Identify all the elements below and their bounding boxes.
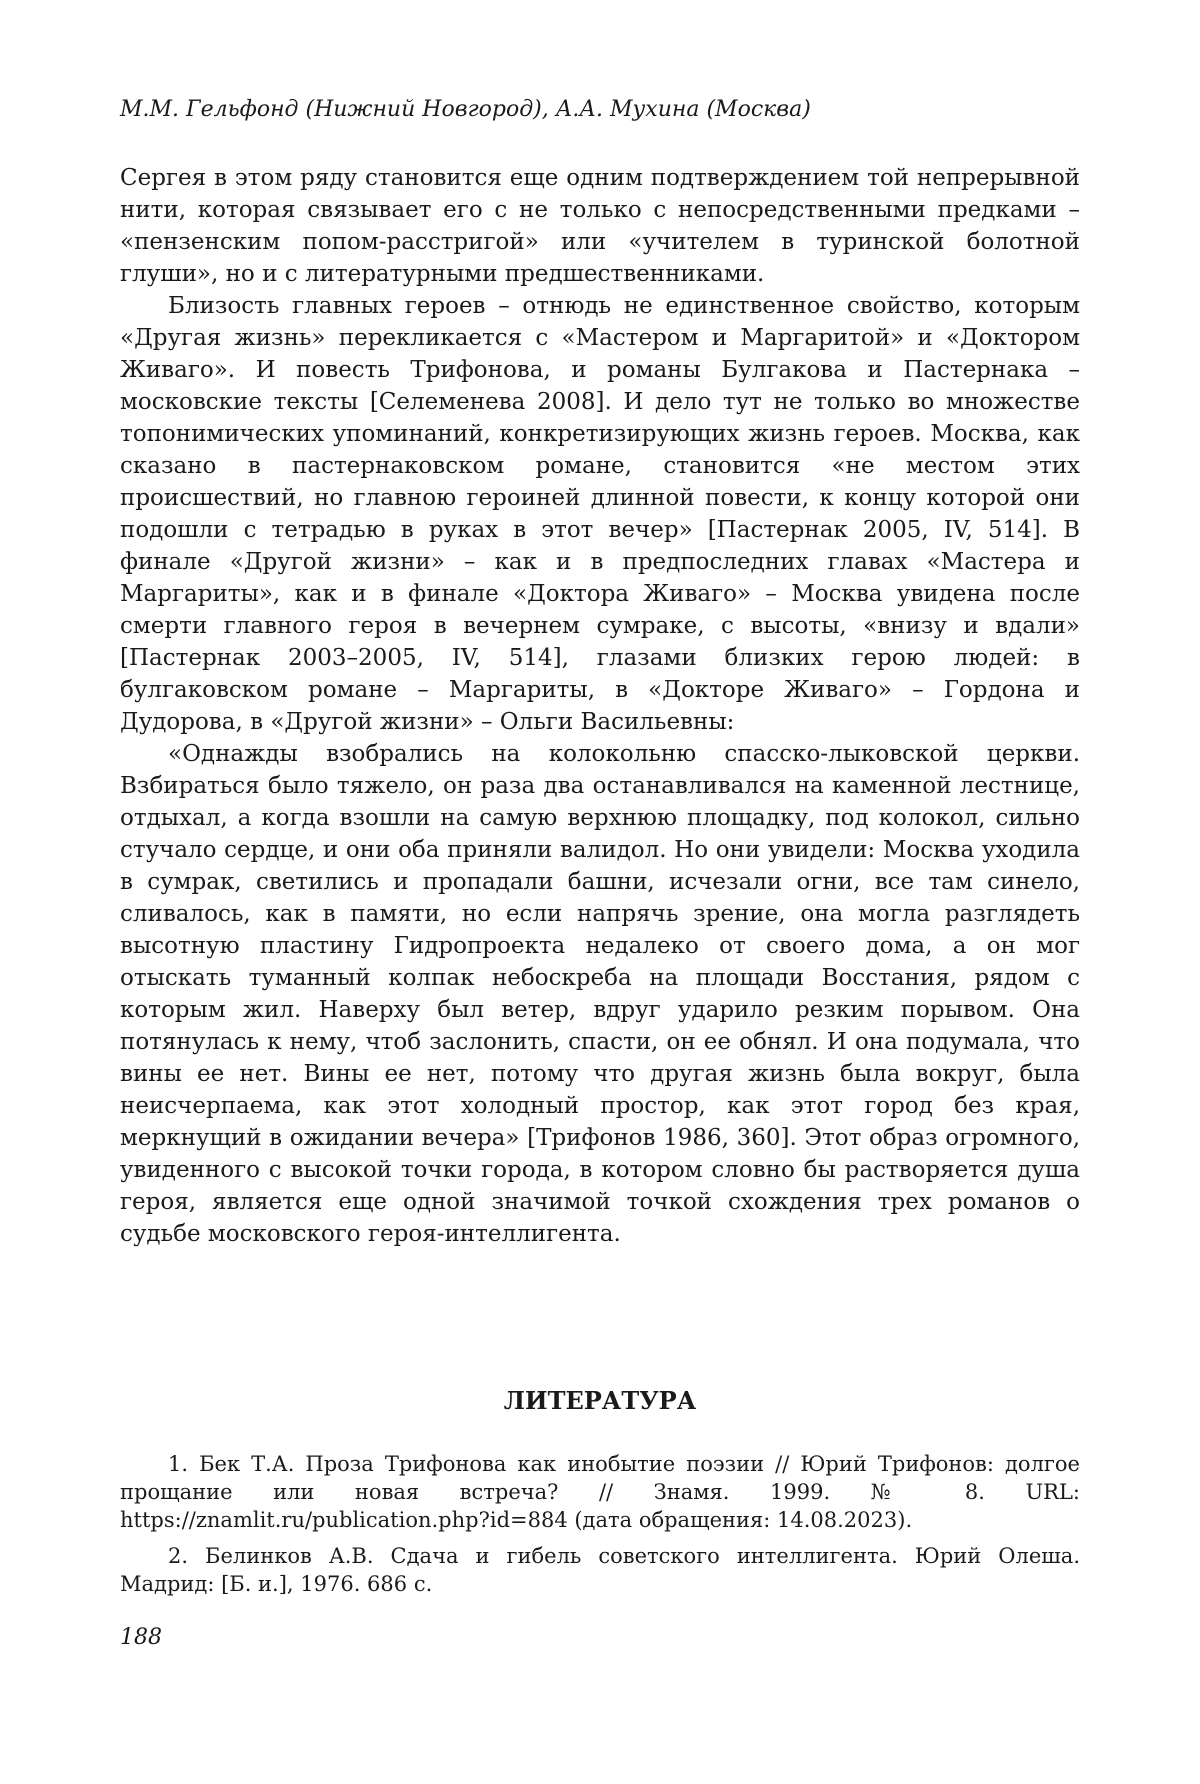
- running-header: М.М. Гельфонд (Нижний Новгород), А.А. Мухина (Москва): [120, 97, 811, 122]
- reference-item: 2. Белинков А.В. Сдача и гибель советского интеллигента. Юрий Олеша. Мадрид: [Б. и.], 1976. 686 с.: [120, 1544, 1080, 1596]
- paragraph-quotation: «Однажды взобрались на колокольню спасско-лыковской церкви. Взбираться было тяжело, он раза два останавливался на каменной лестнице, отдыхал, а когда взошли на самую верхнюю площадку, под колокол, сильно стучало сердце, и они оба приняли валидол. Но они увидели: Москва уходила в сумрак, светились и пропадали башни, исчезали огни, все там синело, сливалось, как в памяти, но если напрячь зрение, она могла разглядеть высотную пластину Гидропроекта недалеко от своего дома, а он мог отыскать туманный колпак небоскреба на площади Восстания, рядом с которым жил. Наверху был ветер, вдруг ударило резким порывом. Она потянулась к нему, чтоб заслонить, спасти, он ее обнял. И она подумала, что вины ее нет. Вины ее нет, потому что другая жизнь была вокруг, была неисчерпаема, как этот холодный простор, как этот город без края, меркнущий в ожидании вечера» [Трифонов 1986, 360]. Этот образ огромного, увиденного с высокой точки города, в котором словно бы растворяется душа героя, является еще одной значимой точкой схождения трех романов о судьбе московского героя-интеллигента.: [120, 741, 1080, 1247]
- paragraph-continuation: Сергея в этом ряду становится еще одним подтверждением той непрерывной нити, которая связывает его с не только с непосредственными предками – «пензенским попом-расстригой» или «учителем в туринской болотной глуши», но и с литературными предшественниками.: [120, 165, 1080, 287]
- references-heading: ЛИТЕРАТУРА: [503, 1386, 697, 1415]
- body-text: [120, 162, 1080, 1250]
- reference-item: 1. Бек Т.А. Проза Трифонова как инобытие поэзии // Юрий Трифонов: долгое прощание или новая встреча? // Знамя. 1999. № 8. URL: https://znamlit.ru/publication.php?id=884 (дата обращения: 14.08.2023).: [120, 1452, 1080, 1532]
- references-list: [120, 1450, 1080, 1606]
- paragraph-moscow-texts: Близость главных героев – отнюдь не единственное свойство, которым «Другая жизнь» перекликается с «Мастером и Маргаритой» и «Доктором Живаго». И повесть Трифонова, и романы Булгакова и Пастернака – московские тексты [Селеменева 2008]. И дело тут не только во множестве топонимических упоминаний, конкретизирующих жизнь героев. Москва, как сказано в пастернаковском романе, становится «не местом этих происшествий, но главною героиней длинной повести, к концу которой они подошли с тетрадью в руках в этот вечер» [Пастернак 2005, IV, 514]. В финале «Другой жизни» – как и в предпоследних главах «Мастера и Маргариты», как и в финале «Доктора Живаго» – Москва увидена после смерти главного героя в вечернем сумраке, с высоты, «внизу и вдали» [Пастернак 2003–2005, IV, 514], глазами близких герою людей: в булгаковском романе – Маргариты, в «Докторе Живаго» – Гордона и Дудорова, в «Другой жизни» – Ольги Васильевны:: [120, 293, 1080, 735]
- page-number: 188: [120, 1625, 162, 1650]
